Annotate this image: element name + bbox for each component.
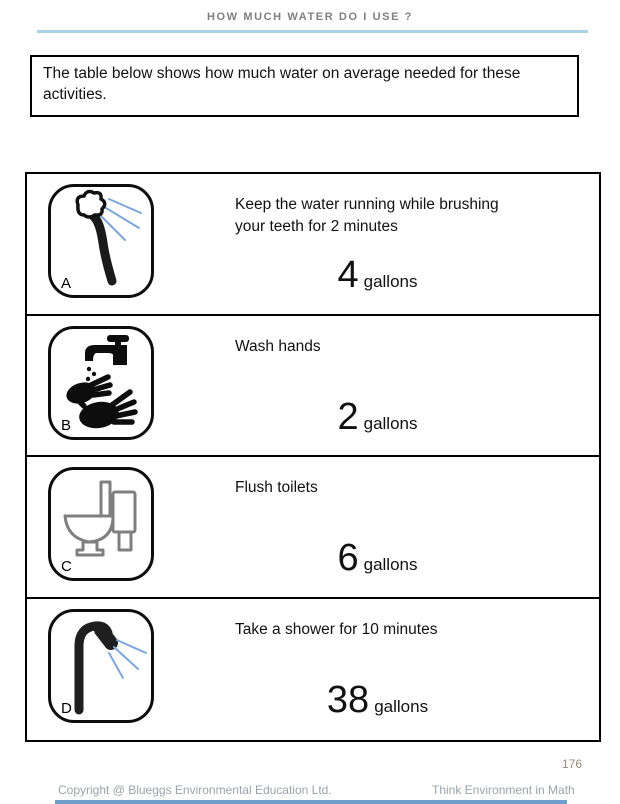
footer-copyright: Copyright @ Blueggs Environmental Education Ltd. bbox=[58, 783, 332, 797]
table-row-shower bbox=[27, 599, 599, 741]
amount-number: 4 bbox=[337, 254, 359, 296]
amount-number: 6 bbox=[337, 537, 359, 579]
row-d-letter: D bbox=[61, 699, 72, 717]
amount-unit: gallons bbox=[374, 696, 429, 716]
amount-number: 38 bbox=[326, 678, 370, 721]
intro-text: The table below shows how much water on average needed for these activities. bbox=[43, 65, 521, 103]
page-title: HOW MUCH WATER DO I USE ? bbox=[206, 11, 413, 23]
amount-unit: gallons bbox=[363, 555, 418, 574]
row-c-letter: C bbox=[61, 558, 72, 575]
footer-bottom-rule bbox=[55, 800, 567, 804]
water-amount bbox=[235, 395, 520, 438]
water-amount bbox=[235, 678, 520, 721]
activity-description: Flush toilets bbox=[235, 479, 318, 496]
row-c-icon-box bbox=[48, 467, 154, 581]
row-a-letter: A bbox=[61, 275, 72, 292]
table-row-brushing bbox=[27, 174, 599, 316]
activity-description: Keep the water running while brushing your teeth for 2 minutes bbox=[235, 196, 499, 236]
water-amount bbox=[235, 539, 520, 577]
row-a-icon-box bbox=[48, 184, 154, 298]
intro-text-box bbox=[30, 55, 579, 117]
page-number: 176 bbox=[561, 757, 582, 771]
row-b-icon-box bbox=[48, 326, 154, 440]
water-usage-table bbox=[25, 172, 601, 742]
water-amount bbox=[235, 256, 520, 294]
row-d-icon-box bbox=[48, 609, 154, 723]
table-row-wash-hands bbox=[27, 316, 599, 458]
table-row-flush-toilets bbox=[27, 457, 599, 599]
activity-description: Wash hands bbox=[235, 337, 321, 355]
activity-description: Take a shower for 10 minutes bbox=[235, 620, 438, 638]
row-b-letter: B bbox=[61, 416, 72, 434]
amount-number: 2 bbox=[337, 395, 359, 438]
amount-unit: gallons bbox=[363, 413, 418, 433]
footer-series-title: Think Environment in Math bbox=[432, 783, 575, 797]
amount-unit: gallons bbox=[363, 272, 418, 291]
title-underline-rule bbox=[37, 30, 588, 33]
